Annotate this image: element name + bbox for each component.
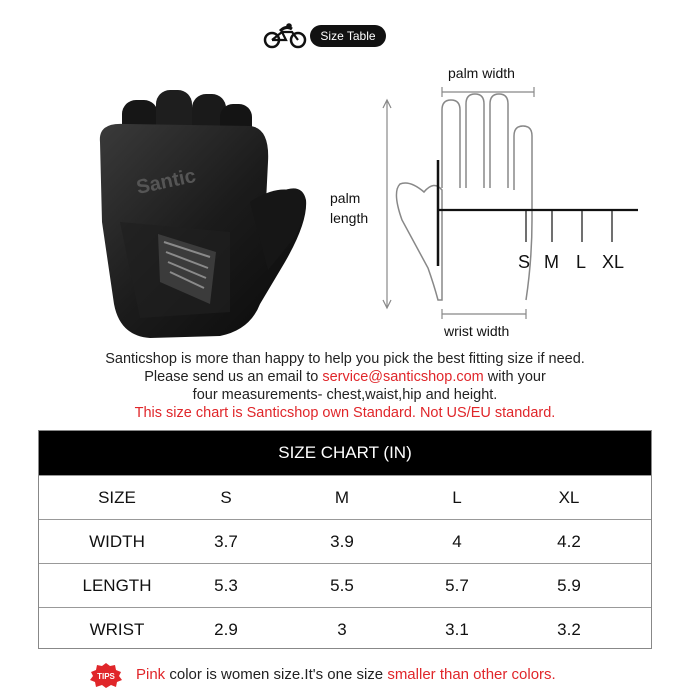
table-cell: 3.2 bbox=[557, 620, 581, 639]
tips-badge bbox=[89, 662, 123, 688]
size-chart-title: SIZE CHART (IN) bbox=[39, 431, 651, 475]
table-header-cell: XL bbox=[558, 488, 580, 507]
tips-text bbox=[136, 666, 556, 683]
table-row bbox=[39, 607, 651, 651]
glove-image bbox=[80, 82, 310, 344]
table-cell: 3.1 bbox=[445, 620, 469, 639]
info-line-1: Santicshop is more than happy to help you pick the best fitting size if need. bbox=[105, 351, 585, 367]
table-header-row bbox=[39, 475, 651, 519]
info-line-3: four measurements- chest,waist,hip and height. bbox=[192, 387, 498, 403]
table-row bbox=[39, 563, 651, 607]
info-line-2-pre: Please send us an email to bbox=[144, 369, 323, 385]
table-row bbox=[39, 519, 651, 563]
table-cell: LENGTH bbox=[82, 576, 152, 595]
tips-text-2: smaller than other colors. bbox=[387, 666, 556, 683]
palm-width-label: palm width bbox=[448, 65, 515, 81]
table-cell: 3.9 bbox=[330, 532, 354, 551]
glove-logo-text: Santic bbox=[134, 164, 198, 199]
size-mark-s: S bbox=[518, 252, 531, 272]
table-cell: 2.9 bbox=[214, 620, 238, 639]
size-mark-m: M bbox=[544, 252, 559, 272]
size-chart-table bbox=[38, 430, 652, 649]
size-table-header bbox=[262, 23, 386, 49]
table-cell: 5.9 bbox=[557, 576, 581, 595]
table-cell: WIDTH bbox=[89, 532, 145, 551]
size-table-label: Size Table bbox=[310, 25, 386, 47]
table-cell: 3.7 bbox=[214, 532, 238, 551]
palm-length-label-2: length bbox=[330, 210, 369, 226]
tips-text-1: color is women size.It's one size bbox=[165, 666, 388, 683]
table-header-cell: L bbox=[452, 488, 462, 507]
tips-pink: Pink bbox=[136, 666, 166, 683]
email-link[interactable]: service@santicshop.com bbox=[322, 369, 484, 385]
info-line-2 bbox=[0, 368, 690, 386]
size-mark-l: L bbox=[576, 252, 587, 272]
table-header-cell: SIZE bbox=[98, 488, 136, 507]
info-line-2-post: with your bbox=[483, 369, 546, 385]
table-header-cell: S bbox=[220, 488, 232, 507]
cyclist-icon bbox=[262, 23, 312, 49]
info-line-4: This size chart is Santicshop own Standard. Not US/EU standard. bbox=[134, 405, 556, 421]
table-header-cell: M bbox=[334, 488, 350, 507]
palm-length-label-1: palm bbox=[330, 190, 361, 206]
table-cell: 3 bbox=[337, 620, 347, 639]
table-cell: 4.2 bbox=[557, 532, 581, 551]
table-cell: 4 bbox=[452, 532, 462, 551]
table-cell: 5.7 bbox=[445, 576, 469, 595]
table-cell: 5.5 bbox=[330, 576, 354, 595]
tips-badge-text: TIPS bbox=[97, 672, 115, 681]
size-mark-xl: XL bbox=[602, 252, 625, 272]
table-cell: WRIST bbox=[89, 620, 145, 639]
wrist-width-label: wrist width bbox=[444, 323, 510, 339]
table-cell: 5.3 bbox=[214, 576, 238, 595]
hand-measurement-diagram bbox=[330, 60, 660, 350]
